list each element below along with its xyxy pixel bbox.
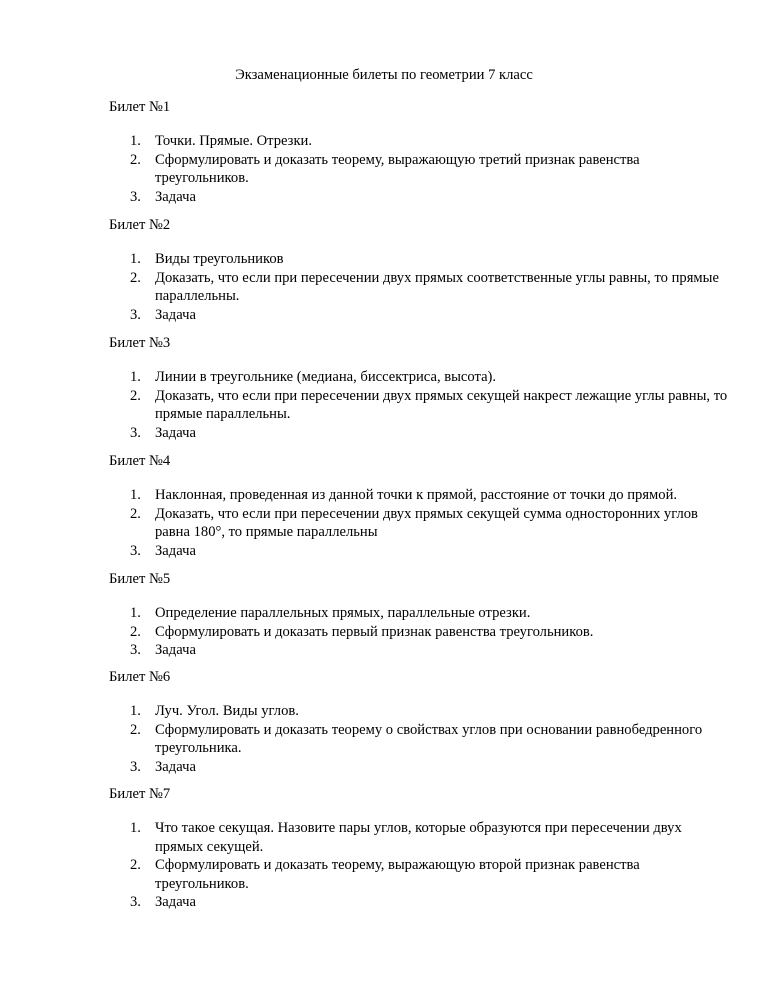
item-number: 1. [130, 820, 141, 836]
list-item [109, 387, 729, 424]
list-item [109, 856, 729, 893]
item-number: 1. [130, 369, 141, 385]
list-item [109, 188, 729, 207]
item-text: Задача [155, 642, 196, 658]
ticket-5 [109, 570, 729, 660]
list-item [109, 542, 729, 561]
item-number: 3. [130, 542, 141, 559]
item-text: Задача [155, 542, 196, 559]
question-list [109, 132, 729, 206]
question-list [109, 604, 729, 660]
ticket-7 [109, 785, 729, 912]
question-list [109, 486, 729, 560]
ticket-heading: Билет №2 [109, 217, 171, 233]
item-number: 3. [130, 424, 141, 441]
ticket-heading: Билет №7 [109, 786, 171, 802]
item-number: 1. [130, 251, 141, 267]
item-number: 1. [130, 133, 141, 149]
item-text: Луч. Угол. Виды углов. [155, 703, 299, 719]
item-text: Доказать, что если при пересечении двух прямых соответственные углы равны, то прямые параллельны. [155, 269, 719, 304]
ticket-3 [109, 334, 729, 442]
ticket-heading: Билет №6 [109, 669, 171, 685]
item-number: 1. [130, 605, 141, 621]
ticket-4 [109, 452, 729, 560]
list-item [109, 151, 729, 188]
item-text: Задача [155, 306, 196, 323]
item-number: 3. [130, 642, 141, 658]
list-item [109, 505, 729, 542]
item-text: Линии в треугольнике (медиана, биссектриса, высота). [155, 369, 497, 385]
list-item [109, 819, 729, 856]
list-item [109, 250, 729, 269]
item-text: Доказать, что если при пересечении двух прямых секущей накрест лежащие углы равны, то прямые параллельны. [155, 387, 728, 422]
ticket-heading: Билет №3 [109, 335, 171, 351]
list-item [109, 486, 729, 505]
list-item [109, 306, 729, 325]
item-text: Сформулировать и доказать теорему, выражающую третий признак равенства треугольников. [155, 151, 640, 186]
ticket-heading: Билет №5 [109, 571, 171, 587]
item-number: 2. [130, 623, 141, 640]
ticket-6 [109, 668, 729, 776]
list-item [109, 641, 729, 660]
list-item [109, 893, 729, 912]
list-item [109, 269, 729, 306]
ticket-1 [109, 98, 729, 206]
item-text: Сформулировать и доказать теорему о свойствах углов при основании равнобедренного треугольника. [155, 721, 703, 756]
item-number: 2. [130, 269, 141, 286]
question-list [109, 368, 729, 442]
page-title: Экзаменационные билеты по геометрии 7 класс [235, 67, 533, 83]
item-text: Определение параллельных прямых, параллельные отрезки. [155, 605, 531, 621]
item-number: 2. [130, 387, 141, 404]
item-number: 3. [130, 758, 141, 775]
item-text: Задача [155, 424, 196, 441]
item-number: 3. [130, 188, 141, 205]
list-item [109, 623, 729, 642]
item-text: Сформулировать и доказать теорему, выражающую второй признак равенства треугольников. [155, 857, 640, 892]
list-item [109, 604, 729, 623]
item-text: Что такое секущая. Назовите пары углов, которые образуются при пересечении двух прямых секущей. [155, 820, 682, 855]
list-item [109, 758, 729, 777]
list-item [109, 702, 729, 721]
item-text: Задача [155, 894, 196, 910]
ticket-heading: Билет №4 [109, 453, 171, 469]
ticket-heading: Билет №1 [109, 99, 171, 115]
question-list [109, 819, 729, 912]
item-text: Сформулировать и доказать первый признак равенства треугольников. [155, 623, 594, 640]
item-text: Задача [155, 188, 196, 205]
item-number: 1. [130, 487, 141, 503]
item-text: Наклонная, проведенная из данной точки к прямой, расстояние от точки до прямой. [155, 487, 678, 503]
question-list [109, 250, 729, 324]
item-text: Задача [155, 758, 196, 775]
list-item [109, 721, 729, 758]
item-number: 2. [130, 505, 141, 522]
item-number: 2. [130, 151, 141, 168]
list-item [109, 424, 729, 443]
item-text: Точки. Прямые. Отрезки. [155, 133, 312, 149]
item-number: 2. [130, 857, 141, 873]
item-text: Доказать, что если при пересечении двух прямых секущей сумма односторонних углов равна 180°, то прямые параллельны [155, 505, 698, 540]
item-text: Виды треугольников [155, 251, 284, 267]
item-number: 2. [130, 721, 141, 738]
list-item [109, 368, 729, 387]
ticket-2 [109, 216, 729, 324]
item-number: 3. [130, 306, 141, 323]
item-number: 3. [130, 894, 141, 910]
list-item [109, 132, 729, 151]
question-list [109, 702, 729, 776]
item-number: 1. [130, 703, 141, 719]
